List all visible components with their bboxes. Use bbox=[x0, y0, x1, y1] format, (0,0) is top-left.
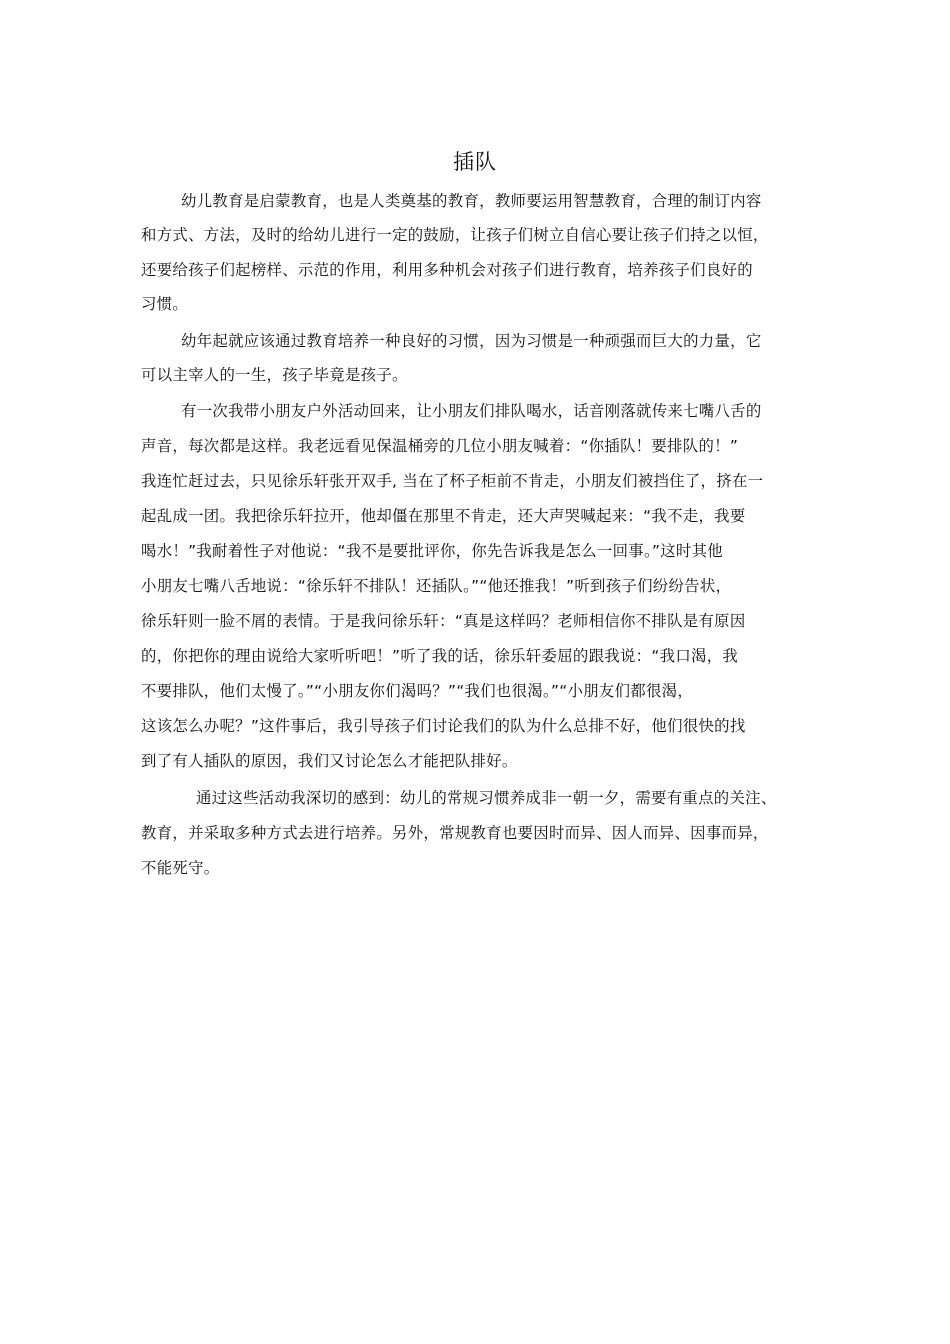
paragraph-line: 我连忙赶过去，只见徐乐轩张开双手, 当在了杯子柜前不肯走，小朋友们被挡住了，挤在一 bbox=[141, 472, 764, 490]
paragraph-line: 起乱成一团。我把徐乐轩拉开，他却僵在那里不肯走，还大声哭喊起来：“我不走，我要 bbox=[141, 507, 746, 525]
paragraph-line: 幼年起就应该通过教育培养一种良好的习惯，因为习惯是一种顽强而巨大的力量，它 bbox=[181, 332, 762, 350]
paragraph-line: 通过这些活动我深切的感到：幼儿的常规习惯养成非一朝一夕，需要有重点的关注、 bbox=[196, 789, 777, 807]
paragraph-line: 和方式、方法，及时的给幼儿进行一定的鼓励，让孩子们树立自信心要让孩子们持之以恒， bbox=[141, 226, 769, 244]
paragraph-line: 教育，并采取多种方式去进行培养。另外，常规教育也要因时而异、因人而异、因事而异， bbox=[141, 824, 769, 842]
paragraph-line: 还要给孩子们起榜样、示范的作用，利用多种机会对孩子们进行教育，培养孩子们良好的 bbox=[141, 261, 753, 279]
paragraph-line: 徐乐轩则一脸不屑的表情。于是我问徐乐轩：“真是这样吗？老师相信你不排队是有原因 bbox=[141, 612, 746, 630]
paragraph-line: 不能死守。 bbox=[141, 859, 220, 877]
document-title: 插队 bbox=[453, 150, 497, 174]
paragraph-line: 习惯。 bbox=[141, 295, 189, 313]
paragraph-line: 到了有人插队的原因，我们又讨论怎么才能把队排好。 bbox=[141, 752, 518, 770]
paragraph-line: 喝水！”我耐着性子对他说：“我不是要批评你，你先告诉我是怎么一回事。”这时其他 bbox=[141, 542, 723, 560]
paragraph-line: 声音，每次都是这样。我老远看见保温桶旁的几位小朋友喊着：“你插队！要排队的！” bbox=[141, 437, 739, 455]
paragraph-line: 不要排队，他们太慢了。”“小朋友你们渴吗？”“我们也很渴。”“小朋友们都很渴， bbox=[141, 682, 694, 700]
paragraph-line: 小朋友七嘴八舌地说：“徐乐轩不排队！还插队。”“他还推我！”听到孩子们纷纷告状， bbox=[141, 577, 732, 595]
paragraph-line: 的，你把你的理由说给大家听听吧！”听了我的话，徐乐轩委屈的跟我说：“我口渴，我 bbox=[141, 647, 739, 665]
paragraph-line: 有一次我带小朋友户外活动回来，让小朋友们排队喝水，话音刚落就传来七嘴八舌的 bbox=[181, 402, 762, 420]
paragraph-line: 可以主宰人的一生，孩子毕竟是孩子。 bbox=[141, 366, 408, 384]
paragraph-line: 幼儿教育是启蒙教育，也是人类奠基的教育，教师要运用智慧教育，合理的制订内容 bbox=[181, 192, 762, 210]
paragraph-line: 这该怎么办呢？”这件事后，我引导孩子们讨论我们的队为什么总排不好，他们很快的找 bbox=[141, 717, 746, 735]
